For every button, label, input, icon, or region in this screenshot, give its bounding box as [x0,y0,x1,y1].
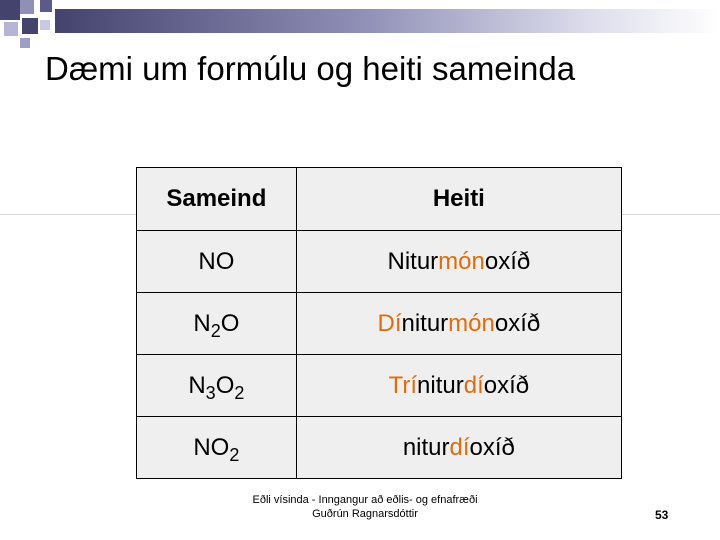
formula-text: NO [193,433,230,461]
formula-cell [137,417,297,479]
table-row [137,293,622,355]
header-heiti: Heiti [296,168,621,231]
name-part: nitur [417,371,464,399]
slide-title: Dæmi um formúlu og heiti sameinda [45,50,576,87]
name-part-prefix: dí [449,433,470,461]
name-part-prefix: Trí [388,371,418,399]
slide-footer: Eðli vísinda - Inngangur að eðlis- og efnafræði Guðrún Ragnarsdóttir [252,494,478,520]
formula-cell [137,355,297,417]
name-part: Nitur [387,247,439,275]
deco-square-2 [20,0,34,14]
molecule-table [136,167,622,479]
name-part: nitur [401,309,449,337]
name-part: oxíð [484,247,531,275]
name-cell [296,417,621,479]
table-row [137,355,622,417]
formula-cell [137,231,297,293]
name-part-prefix: Dí [377,309,402,337]
formula-cell [137,293,297,355]
formula-text: O [220,309,240,337]
formula-text: NO [198,247,235,275]
deco-square-6 [20,38,30,48]
name-part: oxíð [469,433,515,461]
name-part-prefix: món [438,247,485,275]
name-cell [296,293,621,355]
deco-square-4 [4,22,18,36]
name-cell [296,355,621,417]
name-part-prefix: dí [463,371,484,399]
table-header-row [137,168,622,231]
deco-square-1 [0,0,20,20]
formula-subscript: 2 [210,320,221,341]
formula-subscript: 2 [234,382,245,403]
header-sameind: Sameind [137,168,297,231]
deco-square-5 [22,18,38,34]
page-number: 53 [655,508,669,522]
name-cell [296,231,621,293]
deco-square-7 [40,20,50,30]
formula-text: N [188,371,206,399]
name-part: oxíð [494,309,541,337]
name-part: nitur [402,433,450,461]
name-part-prefix: món [448,309,495,337]
title-gradient-bar [55,9,720,33]
formula-text: N [193,309,211,337]
formula-text: O [215,371,235,399]
decorative-header [0,0,720,50]
name-part: oxíð [483,371,530,399]
table-row [137,417,622,479]
deco-square-3 [40,0,52,12]
formula-subscript: 2 [229,444,240,465]
formula-subscript: 3 [205,382,216,403]
table-row [137,231,622,293]
